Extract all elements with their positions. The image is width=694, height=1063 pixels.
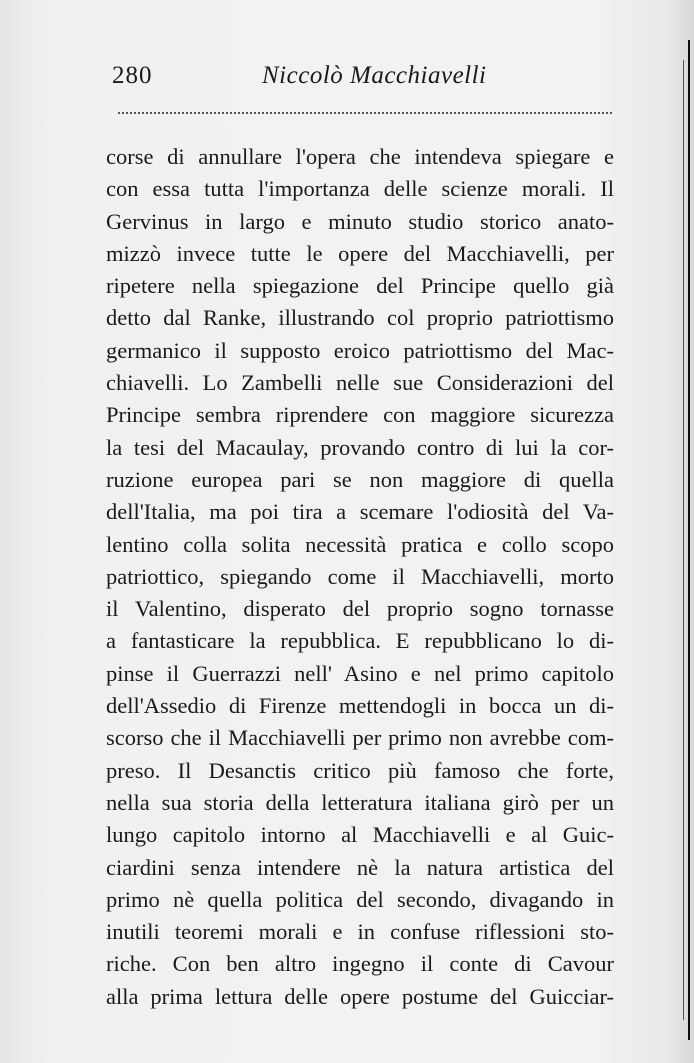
text-line: pinse il Guerrazzi nell' Asino e nel primo capitolo <box>106 660 614 686</box>
page-number: 280 <box>112 62 153 89</box>
text-line: nella sua storia della letteratura italiana girò per un <box>106 789 614 815</box>
text-line: a fantasticare la repubblica. E repubblicano lo di- <box>106 628 614 654</box>
text-line: con essa tutta l'importanza delle scienze morali. Il <box>106 176 614 202</box>
text-line: inutili teoremi morali e in confuse riflessioni sto- <box>106 919 614 945</box>
text-line: il Valentino, disperato del proprio sogno tornasse <box>106 596 614 622</box>
text-line: preso. Il Desanctis critico più famoso che forte, <box>106 757 614 783</box>
text-line: Gervinus in largo e minuto studio storico anato- <box>106 208 614 234</box>
text-line: dell'Assedio di Firenze mettendogli in bocca un di- <box>106 693 614 719</box>
text-line: chiavelli. Lo Zambelli nelle sue Considerazioni del <box>106 370 614 396</box>
text-line: dell'Italia, ma poi tira a scemare l'odiosità del Va- <box>106 499 614 525</box>
text-line: mizzò invece tutte le opere del Macchiavelli, per <box>106 240 614 266</box>
body-text <box>106 141 614 1013</box>
text-line: alla prima lettura delle opere postume del Guicciar- <box>106 983 614 1009</box>
text-line: la tesi del Macaulay, provando contro di lui la cor- <box>106 434 614 460</box>
text-line: ruzione europea pari se non maggiore di quella <box>106 466 614 492</box>
header-dotted-rule <box>118 112 612 114</box>
running-title: Niccolò Macchiavelli <box>262 62 487 89</box>
running-header <box>112 62 612 98</box>
text-line: Principe sembra riprendere con maggiore sicurezza <box>106 402 614 428</box>
text-line: patriottico, spiegando come il Macchiavelli, morto <box>106 563 614 589</box>
text-line: scorso che il Macchiavelli per primo non avrebbe com- <box>106 725 614 751</box>
page-edge-line <box>683 60 684 1020</box>
text-line: germanico il supposto eroico patriottismo del Mac- <box>106 337 614 363</box>
text-line: ripetere nella spiegazione del Principe quello già <box>106 273 614 299</box>
text-line: corse di annullare l'opera che intendeva spiegare e <box>106 144 614 169</box>
text-line: detto dal Ranke, illustrando col proprio patriottismo <box>106 305 614 331</box>
page-edge-shadow <box>688 40 690 1040</box>
text-line: ciardini senza intendere nè la natura artistica del <box>106 854 614 880</box>
text-line: riche. Con ben altro ingegno il conte di Cavour <box>106 951 614 977</box>
text-line: lentino colla solita necessità pratica e collo scopo <box>106 531 614 557</box>
text-line: primo nè quella politica del secondo, divagando in <box>106 886 614 912</box>
text-line: lungo capitolo intorno al Macchiavelli e al Guic- <box>106 822 614 848</box>
